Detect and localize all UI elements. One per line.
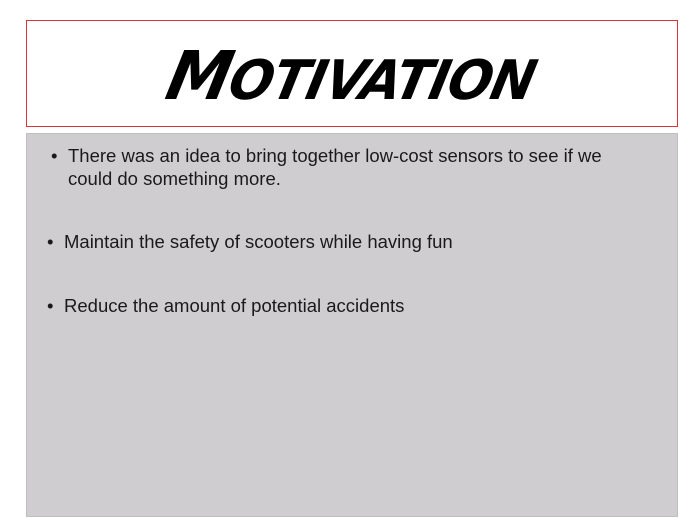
- bullet-text: There was an idea to bring together low-cost sensors to see if we could do something more.: [68, 145, 602, 189]
- bullet-text: Reduce the amount of potential accidents: [64, 295, 405, 316]
- slide-title: [160, 38, 544, 116]
- bullet-item: [51, 144, 651, 190]
- bullet-marker: •: [51, 145, 58, 166]
- title-box: [26, 20, 678, 127]
- bullet-text: Maintain the safety of scooters while having fun: [64, 231, 453, 252]
- slide-title-rest: OTIVATION: [223, 49, 542, 113]
- bullet-marker: •: [47, 295, 54, 316]
- bullet-marker: •: [47, 231, 54, 252]
- bullet-item: [47, 294, 647, 317]
- bullet-item: [47, 230, 647, 253]
- content-box: [26, 133, 678, 517]
- slide-title-first-letter: M: [160, 37, 240, 116]
